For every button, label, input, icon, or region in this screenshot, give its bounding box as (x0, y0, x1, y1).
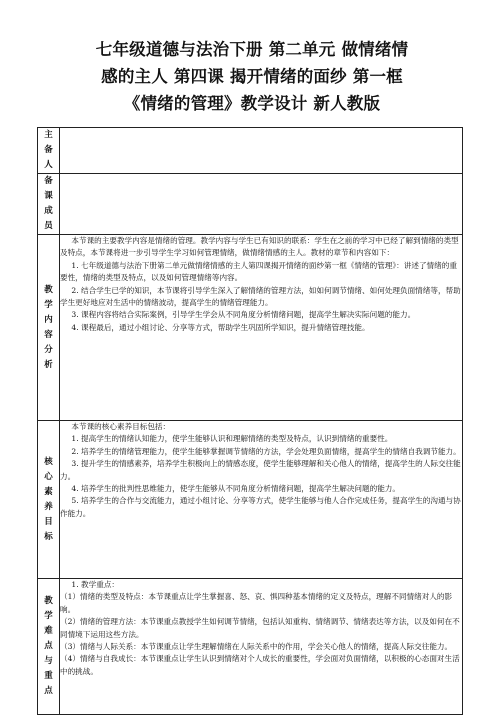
paragraph: （2）情绪的管理方法：本节课重点教授学生如何调节情绪，包括认知重构、情绪调节、情绪表达等方法，以及如何在不同情境下运用这些方法。 (60, 617, 460, 639)
label-core-literacy: 核心素养目标 (38, 421, 60, 579)
paragraph: 3. 课程内容将结合实际案例，引导学生学会从不同角度分析情绪问题，提高学生解决实际问题的能力。 (71, 310, 416, 320)
label-preparer: 主备人 (38, 128, 60, 174)
paragraph: 1. 教学重点： (71, 580, 120, 589)
label-content-analysis: 教学内容分析 (38, 235, 60, 421)
document-title (36, 36, 468, 117)
paragraph: 1. 七年级道德与法治下册第二单元做情绪情感的主人第四课揭开情绪的面纱第一框《情绪的管理》：讲述了情绪的重要性，情绪的类型及特点，以及如何管理情绪等内容。 (60, 260, 457, 283)
key-difficult-cell (60, 579, 463, 715)
paragraph: 5. 培养学生的合作与交流能力，通过小组讨论、分享等方式，使学生能够与他人合作完成任务，提高学生的沟通与协作能力。 (60, 496, 461, 518)
title-line-1: 七年级道德与法治下册 第二单元 做情绪情 (95, 40, 409, 59)
paragraph: 1. 提高学生的情绪认知能力，使学生能够认识和理解情绪的类型及特点，认识到情绪的重要性。 (71, 434, 393, 444)
paragraph: 2. 培养学生的情绪管理能力，使学生能够掌握调节情绪的方法，学会处理负面情绪，提高学生的情绪自我调节能力。 (71, 446, 461, 456)
label-key-difficult: 教学难点与重点 (38, 579, 60, 715)
content-analysis-cell (60, 235, 463, 421)
preparer-value-cell (60, 128, 463, 174)
paragraph: （3）情绪与人际关系：本节课重点让学生理解情绪在人际关系中的作用，学会关心他人的情绪，提高人际交往能力。 (60, 642, 453, 652)
title-line-3: 《情绪的管理》教学设计 新人教版 (123, 94, 381, 113)
row-members (38, 174, 463, 235)
title-line-2: 感的主人 第四课 揭开情绪的面纱 第一框 (101, 67, 403, 86)
paragraph: 2. 结合学生已学的知识，本节课将引导学生深入了解情绪的管理方法，如如何调节情绪、如何处理负面情绪等，帮助学生更好地应对生活中的情绪波动，提高学生的情绪管理能力。 (60, 285, 461, 308)
row-preparer (38, 128, 463, 174)
members-value-cell (60, 174, 463, 235)
paragraph: 4. 培养学生的批判性思维能力，使学生能够从不同角度分析情绪问题，提高学生解决问题的能力。 (71, 484, 400, 494)
label-members: 备课成员 (38, 174, 60, 235)
paragraph: （1）情绪的类型及特点：本节课重点让学生掌握喜、怒、哀、惧四种基本情绪的定义及特点，理解不同情绪对人的影响。 (60, 592, 453, 614)
paragraph: 本节课的主要教学内容是情绪的管理。教学内容与学生已有知识的联系：学生在之前的学习中已经了解到情绪的类型及特点，本节课将进一步引导学生学习如何管理情绪，做情绪情感的主人。教材的章节和内容如下： (60, 236, 459, 258)
row-key-difficult (38, 579, 463, 715)
paragraph: 4. 课程最后，通过小组讨论、分享等方式，帮助学生巩固所学知识，提升情绪管理技能。 (71, 322, 370, 332)
row-content-analysis (38, 235, 463, 421)
paragraph: （4）情绪与自我成长：本节课重点让学生认识到情绪对个人成长的重要性，学会面对负面情绪，以积极的心态面对生活中的挑战。 (60, 654, 460, 676)
paragraph: 3. 提升学生的情感素养，培养学生积极向上的情感态度，使学生能够理解和关心他人的情绪，提高学生的人际交往能力。 (60, 459, 461, 481)
row-core-literacy (38, 421, 463, 579)
paragraph: 本节课的核心素养目标包括： (71, 422, 171, 431)
core-literacy-cell (60, 421, 463, 579)
lesson-plan-table (37, 127, 463, 715)
